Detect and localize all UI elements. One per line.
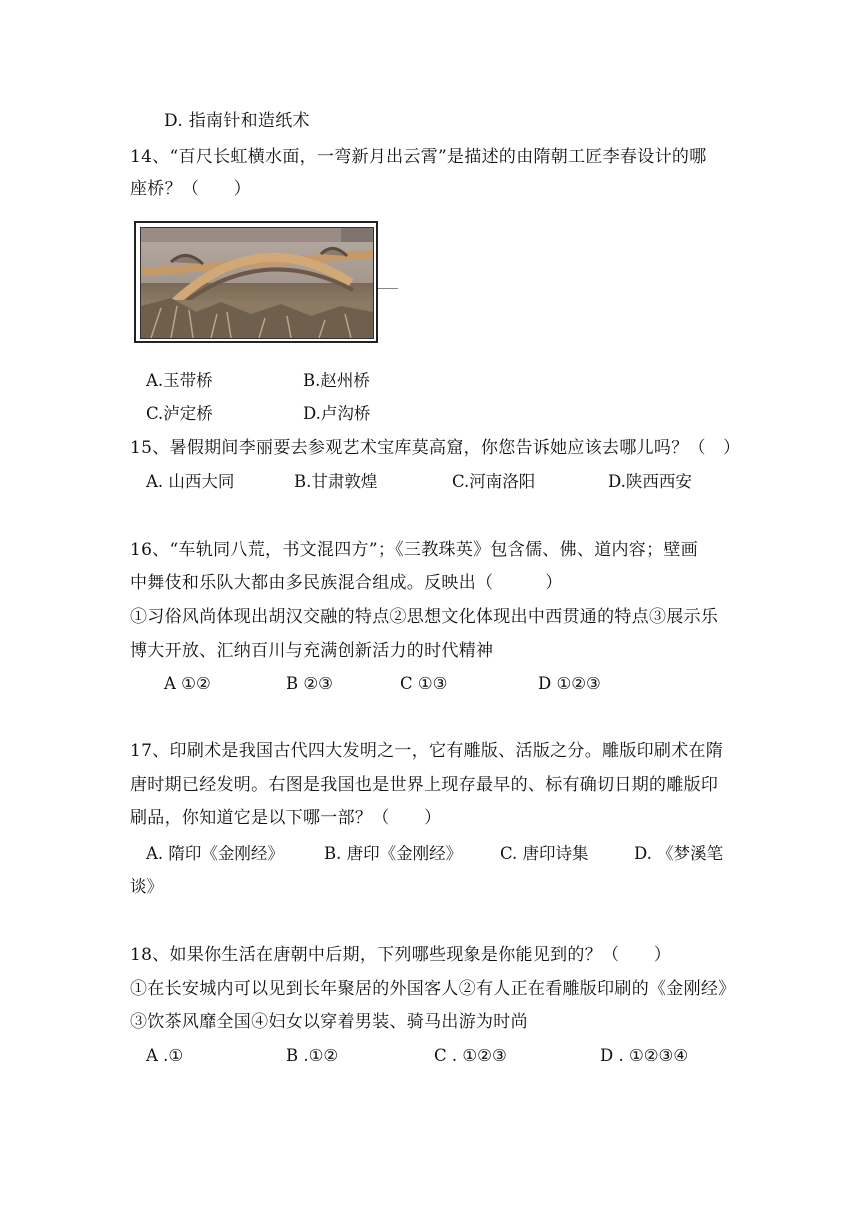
q18-option-a: A .① (146, 1046, 184, 1065)
q14-option-a: A.玉带桥 (146, 371, 213, 390)
q18-option-b: B .①② (286, 1046, 339, 1065)
q15-option-b: B.甘肃敦煌 (294, 472, 378, 491)
q14-option-b: B.赵州桥 (303, 371, 370, 390)
q16-stem-line4: 博大开放、汇纳百川与充满创新活力的时代精神 (130, 641, 494, 661)
q13-option-d: D. 指南针和造纸术 (164, 111, 310, 131)
q18-stem-line3: ③饮茶风靡全国④妇女以穿着男装、骑马出游为时尚 (130, 1012, 528, 1032)
q17-stem-line1: 17、印刷术是我国古代四大发明之一，它有雕版、活版之分。雕版印刷术在隋 (130, 741, 724, 761)
figure-leader-line (378, 288, 398, 289)
q17-option-c: C. 唐印诗集 (500, 844, 589, 863)
q17-option-a: A. 隋印《金刚经》 (146, 844, 284, 863)
q18-option-d: D . ①②③④ (600, 1046, 689, 1065)
q18-option-c: C . ①②③ (434, 1046, 507, 1065)
q17-stem-line2: 唐时期已经发明。右图是我国也是世界上现存最早的、标有确切日期的雕版印 (130, 775, 719, 795)
q15-option-d: D.陕西西安 (608, 472, 692, 491)
q16-stem-line2: 中舞伎和乐队大都由多民族混合组成。反映出（ ） (130, 573, 563, 593)
q17-stem-line3: 刷品，你知道它是以下哪一部？（ ） (130, 808, 442, 828)
q15-stem: 15、暑假期间李丽要去参观艺术宝库莫高窟，你您告诉她应该去哪儿吗？（ ） (130, 438, 741, 458)
q16-option-a: A ①② (164, 674, 211, 693)
q15-option-a: A. 山西大同 (146, 472, 235, 491)
q14-option-c: C.泸定桥 (146, 404, 213, 423)
q16-stem-line1: 16、“车轨同八荒，书文混四方”；《三教珠英》包含儒、佛、道内容；壁画 (130, 540, 699, 560)
q16-stem-line3: ①习俗风尚体现出胡汉交融的特点②思想文化体现出中西贯通的特点③展示乐 (130, 607, 719, 627)
q15-option-c: C.河南洛阳 (452, 472, 536, 491)
q17-option-b: B. 唐印《金刚经》 (324, 844, 463, 863)
q16-option-d: D ①②③ (538, 674, 601, 693)
q17-option-d-continued: 谈》 (130, 877, 163, 896)
q17-option-d: D. 《梦溪笔 (634, 844, 724, 863)
q16-option-b: B ②③ (286, 674, 333, 693)
zhaozhou-bridge-photo (134, 221, 378, 343)
q14-option-d: D.卢沟桥 (303, 404, 371, 423)
q16-option-c: C ①③ (400, 674, 448, 693)
q14-stem-line2: 座桥？（ ） (130, 179, 252, 199)
q18-stem-line2: ①在长安城内可以见到长年聚居的外国客人②有人正在看雕版印刷的《金刚经》 (130, 979, 736, 999)
q18-stem-line1: 18、如果你生活在唐朝中后期，下列哪些现象是你能见到的？（ ） (130, 945, 672, 965)
q14-stem-line1: 14、“百尺长虹横水面，一弯新月出云霄”是描述的由隋朝工匠李春设计的哪 (130, 147, 707, 167)
bridge-image (141, 228, 373, 338)
